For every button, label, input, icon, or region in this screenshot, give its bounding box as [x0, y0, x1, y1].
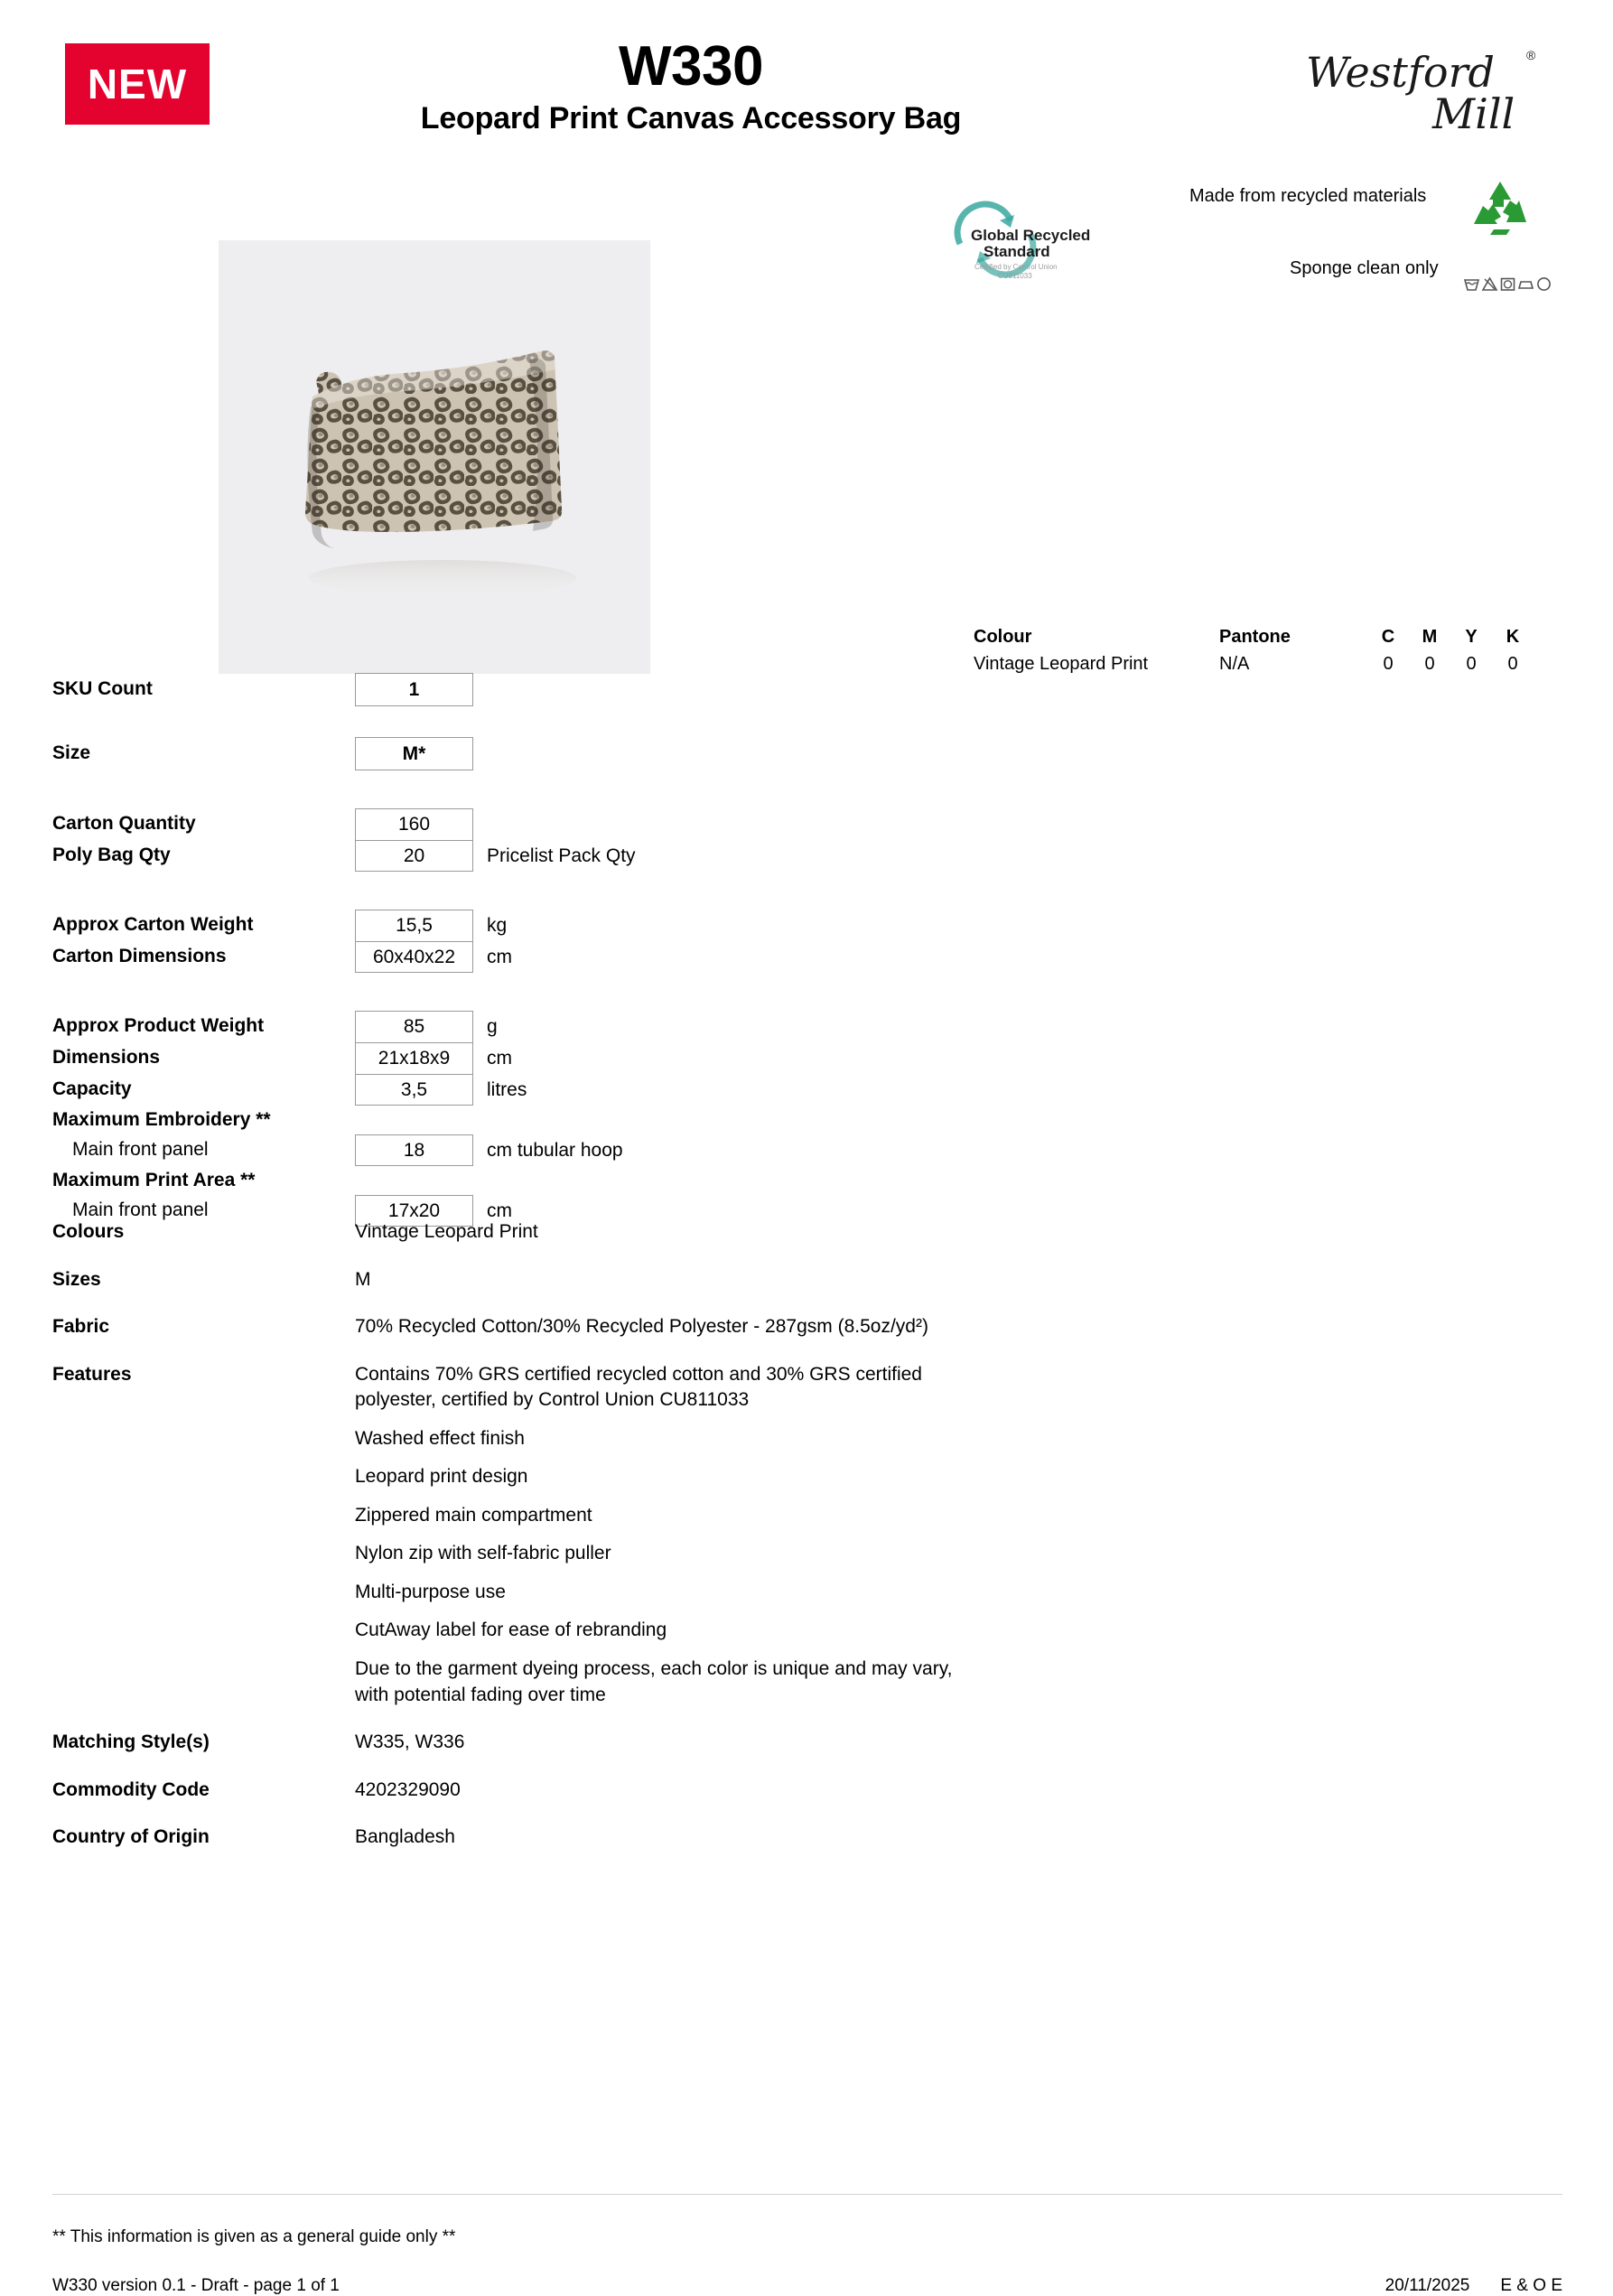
detail-value-features: [355, 1362, 969, 1708]
colour-header-c: C: [1381, 627, 1395, 647]
spec-row-maximum-print-area: [52, 1166, 1046, 1195]
spec-value-embroidery-panel: 18: [355, 1134, 473, 1166]
detail-row-commodity-code: [52, 1778, 1064, 1804]
list-item: Contains 70% GRS certified recycled cotton and 30% GRS certified polyester, certified by Control Union CU811033: [355, 1363, 922, 1411]
spec-label-print-panel: Main front panel: [72, 1199, 209, 1221]
svg-text:Standard: Standard: [984, 243, 1050, 260]
list-item: Multi-purpose use: [355, 1581, 506, 1602]
spec-row-maximum-embroidery: [52, 1106, 1046, 1134]
new-badge: [65, 43, 210, 125]
spec-row-capacity: [52, 1074, 1046, 1106]
spec-value-carton-quantity: 160: [355, 808, 473, 840]
detail-row-features: [52, 1362, 1064, 1708]
westford-mill-logo: [1299, 34, 1561, 143]
spec-label-poly-bag-qty: Poly Bag Qty: [52, 845, 171, 866]
spec-value-approx-carton-weight: 15,5: [355, 910, 473, 941]
svg-text:CU811033: CU811033: [998, 272, 1032, 280]
detail-row-country-of-origin: [52, 1825, 1064, 1851]
global-recycled-standard-logo: [944, 197, 1097, 282]
detail-label-colours: Colours: [52, 1221, 125, 1242]
title-block: [235, 35, 1147, 137]
colour-header-pantone: Pantone: [1219, 627, 1291, 647]
recycled-materials-text: Made from recycled materials: [1189, 186, 1427, 206]
footer-date: 20/11/2025: [1385, 2276, 1470, 2295]
list-item: Due to the garment dyeing process, each color is unique and may vary, with potential fading over time: [355, 1658, 953, 1705]
svg-text:Global Recycled: Global Recycled: [971, 227, 1091, 244]
spec-row-size: [52, 737, 1046, 770]
footer-eoe: E & O E: [1500, 2276, 1562, 2295]
colour-cell-pantone: N/A: [1219, 654, 1250, 674]
spec-label-approx-product-weight: Approx Product Weight: [52, 1015, 265, 1037]
spec-unit-dimensions: cm: [487, 1047, 512, 1069]
detail-row-colours: [52, 1219, 1064, 1246]
detail-value-fabric: 70% Recycled Cotton/30% Recycled Polyester - 287gsm (8.5oz/yd²): [355, 1316, 928, 1338]
spec-label-carton-quantity: Carton Quantity: [52, 813, 196, 835]
product-photo: [219, 240, 650, 674]
detail-value-matching-styles: W335, W336: [355, 1731, 465, 1753]
spec-label-embroidery-panel: Main front panel: [72, 1139, 209, 1161]
spec-value-print-panel: 17x20: [355, 1195, 473, 1227]
list-item: CutAway label for ease of rebranding: [355, 1619, 667, 1641]
detail-label-country-of-origin: Country of Origin: [52, 1826, 210, 1848]
spec-value-capacity: 3,5: [355, 1074, 473, 1106]
detail-value-commodity-code: 4202329090: [355, 1778, 461, 1800]
spec-row-poly-bag-qty: [52, 840, 1046, 872]
table-row: [974, 654, 1534, 675]
spec-label-carton-dimensions: Carton Dimensions: [52, 946, 227, 967]
care-symbols-row: [1464, 274, 1551, 294]
detail-row-fabric: [52, 1314, 1064, 1340]
spec-label-sku-count: SKU Count: [52, 678, 153, 700]
spec-row-approx-product-weight: [52, 1011, 1046, 1042]
wash-symbol: [1464, 276, 1479, 292]
detail-label-sizes: Sizes: [52, 1268, 101, 1290]
care-instruction-text: Sponge clean only: [1290, 258, 1439, 278]
detail-label-features: Features: [52, 1363, 132, 1385]
spec-row-embroidery-main-front-panel: [52, 1134, 1046, 1166]
colour-table: [974, 627, 1534, 675]
detail-label-fabric: Fabric: [52, 1316, 110, 1338]
spec-value-approx-product-weight: 85: [355, 1011, 473, 1042]
colour-cell-name: Vintage Leopard Print: [974, 654, 1149, 674]
spec-label-maximum-print-area: Maximum Print Area **: [52, 1169, 256, 1190]
new-badge-label: NEW: [87, 61, 188, 107]
list-item: Zippered main compartment: [355, 1504, 592, 1526]
tumble-dry-symbol: [1500, 276, 1515, 292]
details-section: [52, 1219, 1064, 1872]
spec-unit-embroidery-panel: cm tubular hoop: [487, 1139, 623, 1161]
spec-label-dimensions: Dimensions: [52, 1047, 161, 1069]
spec-value-dimensions: 21x18x9: [355, 1042, 473, 1074]
colour-cell-c: 0: [1383, 654, 1394, 674]
colour-header-m: M: [1422, 627, 1438, 647]
spec-row-carton-dimensions: [52, 941, 1046, 973]
colour-header-colour: Colour: [974, 627, 1032, 647]
svg-text:Certified by Control Union: Certified by Control Union: [974, 263, 1058, 271]
bleach-symbol: [1482, 276, 1497, 292]
footer-bar: [52, 2276, 1562, 2296]
spec-label-capacity: Capacity: [52, 1078, 132, 1100]
footer-document-info: W330 version 0.1 - Draft - page 1 of 1: [52, 2276, 340, 2295]
spec-label-maximum-embroidery: Maximum Embroidery **: [52, 1108, 271, 1130]
detail-value-sizes: M: [355, 1268, 371, 1290]
specifications-section: [52, 673, 1046, 1227]
spec-unit-carton-dimensions: cm: [487, 946, 512, 967]
spec-unit-poly-bag-qty: Pricelist Pack Qty: [487, 845, 636, 866]
style-code: W330: [619, 35, 763, 98]
colour-cell-k: 0: [1507, 654, 1518, 674]
spec-unit-approx-carton-weight: kg: [487, 914, 508, 936]
list-item: Nylon zip with self-fabric puller: [355, 1543, 611, 1564]
colour-header-k: K: [1506, 627, 1520, 647]
colour-header-y: Y: [1465, 627, 1478, 647]
spec-value-sku-count: 1: [355, 673, 473, 706]
svg-text:Westford: Westford: [1306, 48, 1495, 97]
colour-cell-m: 0: [1424, 654, 1435, 674]
spec-label-approx-carton-weight: Approx Carton Weight: [52, 914, 254, 936]
svg-text:Mill: Mill: [1432, 89, 1515, 138]
spec-unit-capacity: litres: [487, 1078, 527, 1100]
spec-value-poly-bag-qty: 20: [355, 840, 473, 872]
spec-unit-approx-product-weight: g: [487, 1015, 498, 1037]
spec-value-size: M*: [355, 737, 473, 770]
style-name: Leopard Print Canvas Accessory Bag: [420, 101, 962, 136]
spec-row-approx-carton-weight: [52, 910, 1046, 941]
detail-value-country-of-origin: Bangladesh: [355, 1826, 455, 1848]
detail-row-sizes: [52, 1267, 1064, 1293]
footer-divider: [52, 2194, 1562, 2195]
spec-row-sku-count: [52, 673, 1046, 706]
spec-row-dimensions: [52, 1042, 1046, 1074]
list-item: Washed effect finish: [355, 1427, 525, 1449]
detail-row-matching-styles: [52, 1730, 1064, 1756]
spec-value-carton-dimensions: 60x40x22: [355, 941, 473, 973]
iron-symbol: [1518, 276, 1534, 292]
detail-label-commodity-code: Commodity Code: [52, 1778, 210, 1800]
svg-text:®: ®: [1526, 48, 1536, 62]
recycle-icon: [1467, 177, 1534, 238]
spec-unit-print-panel: cm: [487, 1199, 512, 1221]
detail-label-matching-styles: Matching Style(s): [52, 1731, 210, 1753]
dryclean-symbol: [1536, 276, 1552, 292]
spec-label-size: Size: [52, 742, 91, 764]
footer-disclaimer: ** This information is given as a general guide only **: [52, 2227, 456, 2246]
spec-row-carton-quantity: [52, 808, 1046, 840]
colour-cell-y: 0: [1466, 654, 1477, 674]
colour-table-header-row: [974, 627, 1534, 654]
list-item: Leopard print design: [355, 1466, 528, 1488]
detail-value-colours: Vintage Leopard Print: [355, 1221, 538, 1242]
